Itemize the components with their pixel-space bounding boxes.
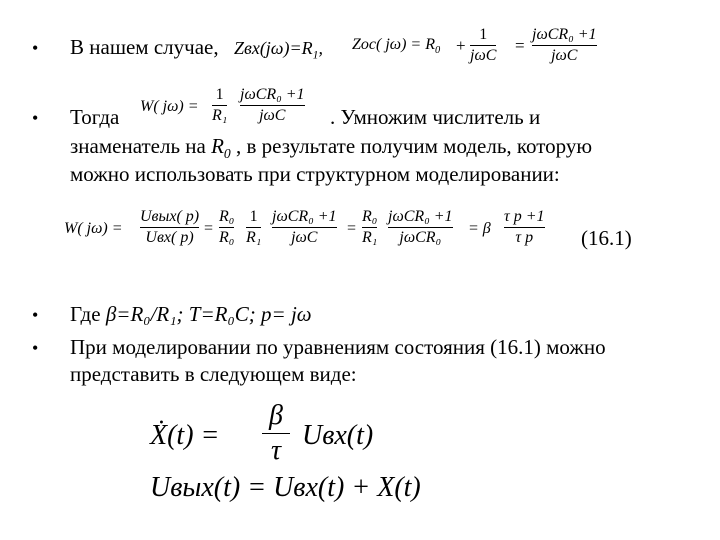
fraction-denominator: jωC	[259, 107, 286, 124]
w-fraction-2	[240, 86, 305, 125]
state-eq1-fraction	[262, 400, 290, 467]
equals-beta: = β	[468, 220, 491, 237]
eq-fraction-c	[246, 208, 261, 247]
fraction-denominator: jωC	[291, 229, 318, 246]
eq-fraction-a	[140, 208, 199, 247]
fraction-bar	[240, 105, 305, 106]
fraction-numerator: jωCR₀ +1	[388, 208, 453, 225]
w-fraction-1	[212, 86, 227, 125]
zoc-lhs: Zос( $j\omega) = R_0$	[352, 36, 441, 57]
equals-sign: =	[515, 36, 525, 55]
equals-sign: =	[347, 220, 357, 237]
w-equation-inline	[140, 86, 330, 136]
state-equations	[150, 400, 510, 520]
bullet2-tail: . Умножим числитель и	[330, 105, 541, 129]
state-eq2: Uвых(t) = Uвх(t) + X(t)	[150, 472, 421, 503]
bullet2-lead: Тогда	[70, 105, 120, 129]
bullet3-text: Где β=R₀/R₁; T=R₀C; p= jω	[70, 302, 312, 326]
fraction-denominator: R₁	[246, 229, 262, 246]
fraction-bar	[212, 105, 227, 106]
bullet-marker: •	[32, 38, 39, 58]
fraction-bar	[504, 227, 545, 228]
fraction-bar	[388, 227, 453, 228]
bullet-marker: •	[32, 305, 39, 325]
zoc-fraction-2	[532, 26, 597, 65]
fraction-numerator: 1	[479, 26, 488, 43]
w-lhs: W( jω) =	[140, 98, 199, 115]
fraction-bar	[262, 433, 290, 434]
eq-fraction-g	[504, 208, 545, 247]
fraction-denominator: Uвх( p)	[145, 229, 194, 246]
bullet4-line1: При моделировании по уравнениям состояния (16.1) можно	[70, 335, 606, 359]
state-eq1-lhs: Ẋ(t) =	[150, 420, 220, 451]
eq-fraction-b	[219, 208, 234, 247]
fraction-numerator: R₀	[219, 208, 235, 225]
eq-fraction-f	[388, 208, 453, 247]
fraction-denominator: τ	[270, 435, 282, 466]
fraction-bar	[140, 227, 199, 228]
fraction-bar	[219, 227, 234, 228]
bullet1-text: В нашем случае,	[70, 35, 219, 59]
equals-sign: =	[204, 220, 214, 237]
fraction-denominator: τ p	[515, 229, 534, 246]
fraction-numerator: Uвых( p)	[140, 208, 200, 225]
fraction-denominator: jωC	[551, 47, 578, 64]
fraction-bar	[362, 227, 377, 228]
fraction-denominator: R₁	[362, 229, 378, 246]
fraction-numerator: jωCR₀ +1	[532, 26, 597, 43]
equation-16-1	[64, 206, 564, 262]
zoc-equation	[352, 26, 612, 76]
fraction-bar	[246, 227, 261, 228]
plus-sign: +	[456, 36, 466, 55]
eq-fraction-d	[272, 208, 337, 247]
fraction-denominator: R₁	[212, 107, 228, 124]
fraction-numerator: τ p +1	[504, 208, 545, 225]
fraction-bar	[532, 45, 597, 46]
fraction-denominator: R₀	[219, 229, 235, 246]
zoc-fraction-1	[470, 26, 496, 65]
bullet2-line2: знаменатель на $R_0$ , в результате получим модель, которую	[70, 134, 593, 162]
fraction-numerator: 1	[249, 208, 258, 225]
bullet2-line3: можно использовать при структурном моделировании:	[70, 162, 560, 186]
bullet-marker: •	[32, 338, 39, 358]
state-eq1-rhs: Uвх(t)	[302, 420, 374, 451]
fraction-numerator: R₀	[362, 208, 378, 225]
fraction-numerator: jωCR₀ +1	[272, 208, 337, 225]
bullet4-line2: представить в следующем виде:	[70, 362, 357, 386]
fraction-bar	[272, 227, 337, 228]
zvx-formula: $Zвх(j\omega)=R_1$,	[234, 38, 323, 62]
fraction-denominator: jωCR₀	[399, 229, 442, 246]
fraction-bar	[470, 45, 496, 46]
fraction-numerator: β	[269, 400, 283, 431]
equation-label: (16.1)	[581, 226, 632, 250]
eq-fraction-e	[362, 208, 377, 247]
fraction-numerator: jωCR₀ +1	[240, 86, 305, 103]
fraction-denominator: jωC	[470, 47, 497, 64]
eq-lhs: W( jω) =	[64, 220, 123, 237]
fraction-numerator: 1	[215, 86, 224, 103]
bullet-marker: •	[32, 108, 39, 128]
